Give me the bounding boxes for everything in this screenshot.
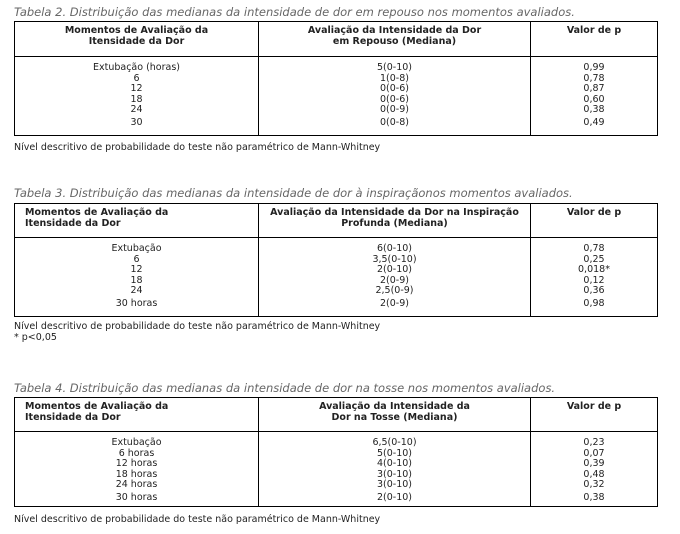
cell-value: 30 horas (115, 297, 158, 309)
cell-value: 6(0-10) (376, 243, 413, 254)
cell-value: 0(0-6) (380, 93, 409, 105)
table-header-row (15, 204, 658, 238)
cell-value: 6 horas (118, 447, 155, 459)
column-header: Valor de p (531, 398, 658, 432)
data-table (14, 21, 658, 136)
cell-value: 0,87 (583, 83, 605, 94)
table-caption: Tabela 2. Distribuição das medianas da intensidade de dor em repouso nos momentos avaliados. (14, 5, 575, 19)
cell-value: 30 (130, 116, 143, 128)
cell-value: 12 (130, 83, 143, 94)
cell-value: 4(0-10) (376, 458, 413, 469)
cell-value: 0(0-6) (380, 83, 409, 94)
cell-value: Extubação (horas) (92, 62, 181, 73)
table-body-row (15, 238, 658, 317)
cell-value: 18 (130, 274, 143, 286)
cell-value: 0,48 (583, 468, 605, 480)
significance-footnote: * p<0,05 (14, 332, 57, 343)
cell-value: 0,49 (583, 116, 605, 128)
cell-value: 3(0-10) (376, 479, 413, 490)
column-header: Avaliação da Intensidade da Dor na Inspiração Profunda (Mediana) (259, 204, 531, 238)
cell-value: 6 (133, 72, 140, 84)
cell-value: 0,12 (583, 274, 605, 286)
cell-value: 0,07 (583, 447, 605, 459)
cell-value: 5(0-10) (376, 447, 413, 459)
column-header: Valor de p (531, 22, 658, 57)
column-header: Momentos de Avaliação da Itensidade da Dor (15, 204, 259, 238)
cell-value: 5(0-10) (376, 62, 413, 73)
cell-value: 12 (130, 264, 143, 275)
table-footnote: Nível descritivo de probabilidade do teste não paramétrico de Mann-Whitney (14, 514, 381, 525)
column-header: Momentos de Avaliação da Itensidade da Dor (15, 398, 259, 432)
cell-value: 2(0-9) (380, 297, 409, 309)
cell-value: 6 (133, 253, 140, 265)
table-footnote: Nível descritivo de probabilidade do teste não paramétrico de Mann-Whitney (14, 142, 381, 153)
column-header: Momentos de Avaliação da Itensidade da Dor (15, 22, 259, 57)
table-cell (15, 238, 259, 317)
table-cell (531, 238, 658, 317)
cell-value: 2(0-10) (376, 491, 413, 503)
cell-value: 30 horas (115, 491, 158, 503)
cell-value: 12 horas (115, 458, 158, 469)
cell-value: 1(0-8) (380, 72, 409, 84)
table-cell (531, 57, 658, 136)
column-header: Avaliação da Intensidade da Dor em Repouso (Mediana) (259, 22, 531, 57)
cell-value: 6,5(0-10) (372, 437, 417, 448)
cell-value: 2(0-9) (380, 274, 409, 286)
cell-value: Extubação (111, 243, 162, 254)
cell-value: 24 (130, 104, 143, 115)
table-footnote: Nível descritivo de probabilidade do teste não paramétrico de Mann-Whitney (14, 321, 381, 332)
table-header-row (15, 398, 658, 432)
table-cell (15, 57, 259, 136)
table-header-row (15, 22, 658, 57)
data-table (14, 203, 658, 317)
cell-value: 3,5(0-10) (372, 253, 417, 265)
cell-value: 0,78 (583, 72, 605, 84)
cell-value: 0,018* (578, 264, 610, 275)
cell-value: 0,99 (583, 62, 605, 73)
cell-value: 0,36 (583, 285, 605, 296)
cell-value: 0(0-8) (380, 116, 409, 128)
table-body-row (15, 432, 658, 507)
table-cell (259, 432, 531, 507)
cell-value: 2,5(0-9) (375, 285, 414, 296)
table-caption: Tabela 4. Distribuição das medianas da intensidade de dor na tosse nos momentos avaliados. (14, 381, 556, 395)
cell-value: 0,98 (583, 297, 605, 309)
cell-value: 18 horas (115, 468, 158, 480)
cell-value: 18 (130, 93, 143, 105)
cell-value: 0,25 (583, 253, 605, 265)
cell-value: 0,32 (583, 479, 605, 490)
cell-value: 0,39 (583, 458, 605, 469)
column-header: Valor de p (531, 204, 658, 238)
cell-value: 0,38 (583, 491, 605, 503)
table-cell (259, 57, 531, 136)
cell-value: 0,38 (583, 104, 605, 115)
cell-value: 0,60 (583, 93, 605, 105)
cell-value: 0,78 (583, 243, 605, 254)
data-table (14, 397, 658, 507)
cell-value: 24 (130, 285, 143, 296)
column-header: Avaliação da Intensidade da Dor na Tosse (Mediana) (259, 398, 531, 432)
table-cell (15, 432, 259, 507)
cell-value: Extubação (111, 437, 162, 448)
cell-value: 24 horas (115, 479, 158, 490)
cell-value: 0(0-9) (380, 104, 409, 115)
table-body-row (15, 57, 658, 136)
table-caption: Tabela 3. Distribuição das medianas da intensidade de dor à inspiraçãonos momentos avaliados. (14, 186, 573, 200)
cell-value: 2(0-10) (376, 264, 413, 275)
cell-value: 0,23 (583, 437, 605, 448)
cell-value: 3(0-10) (376, 468, 413, 480)
table-cell (259, 238, 531, 317)
table-cell (531, 432, 658, 507)
